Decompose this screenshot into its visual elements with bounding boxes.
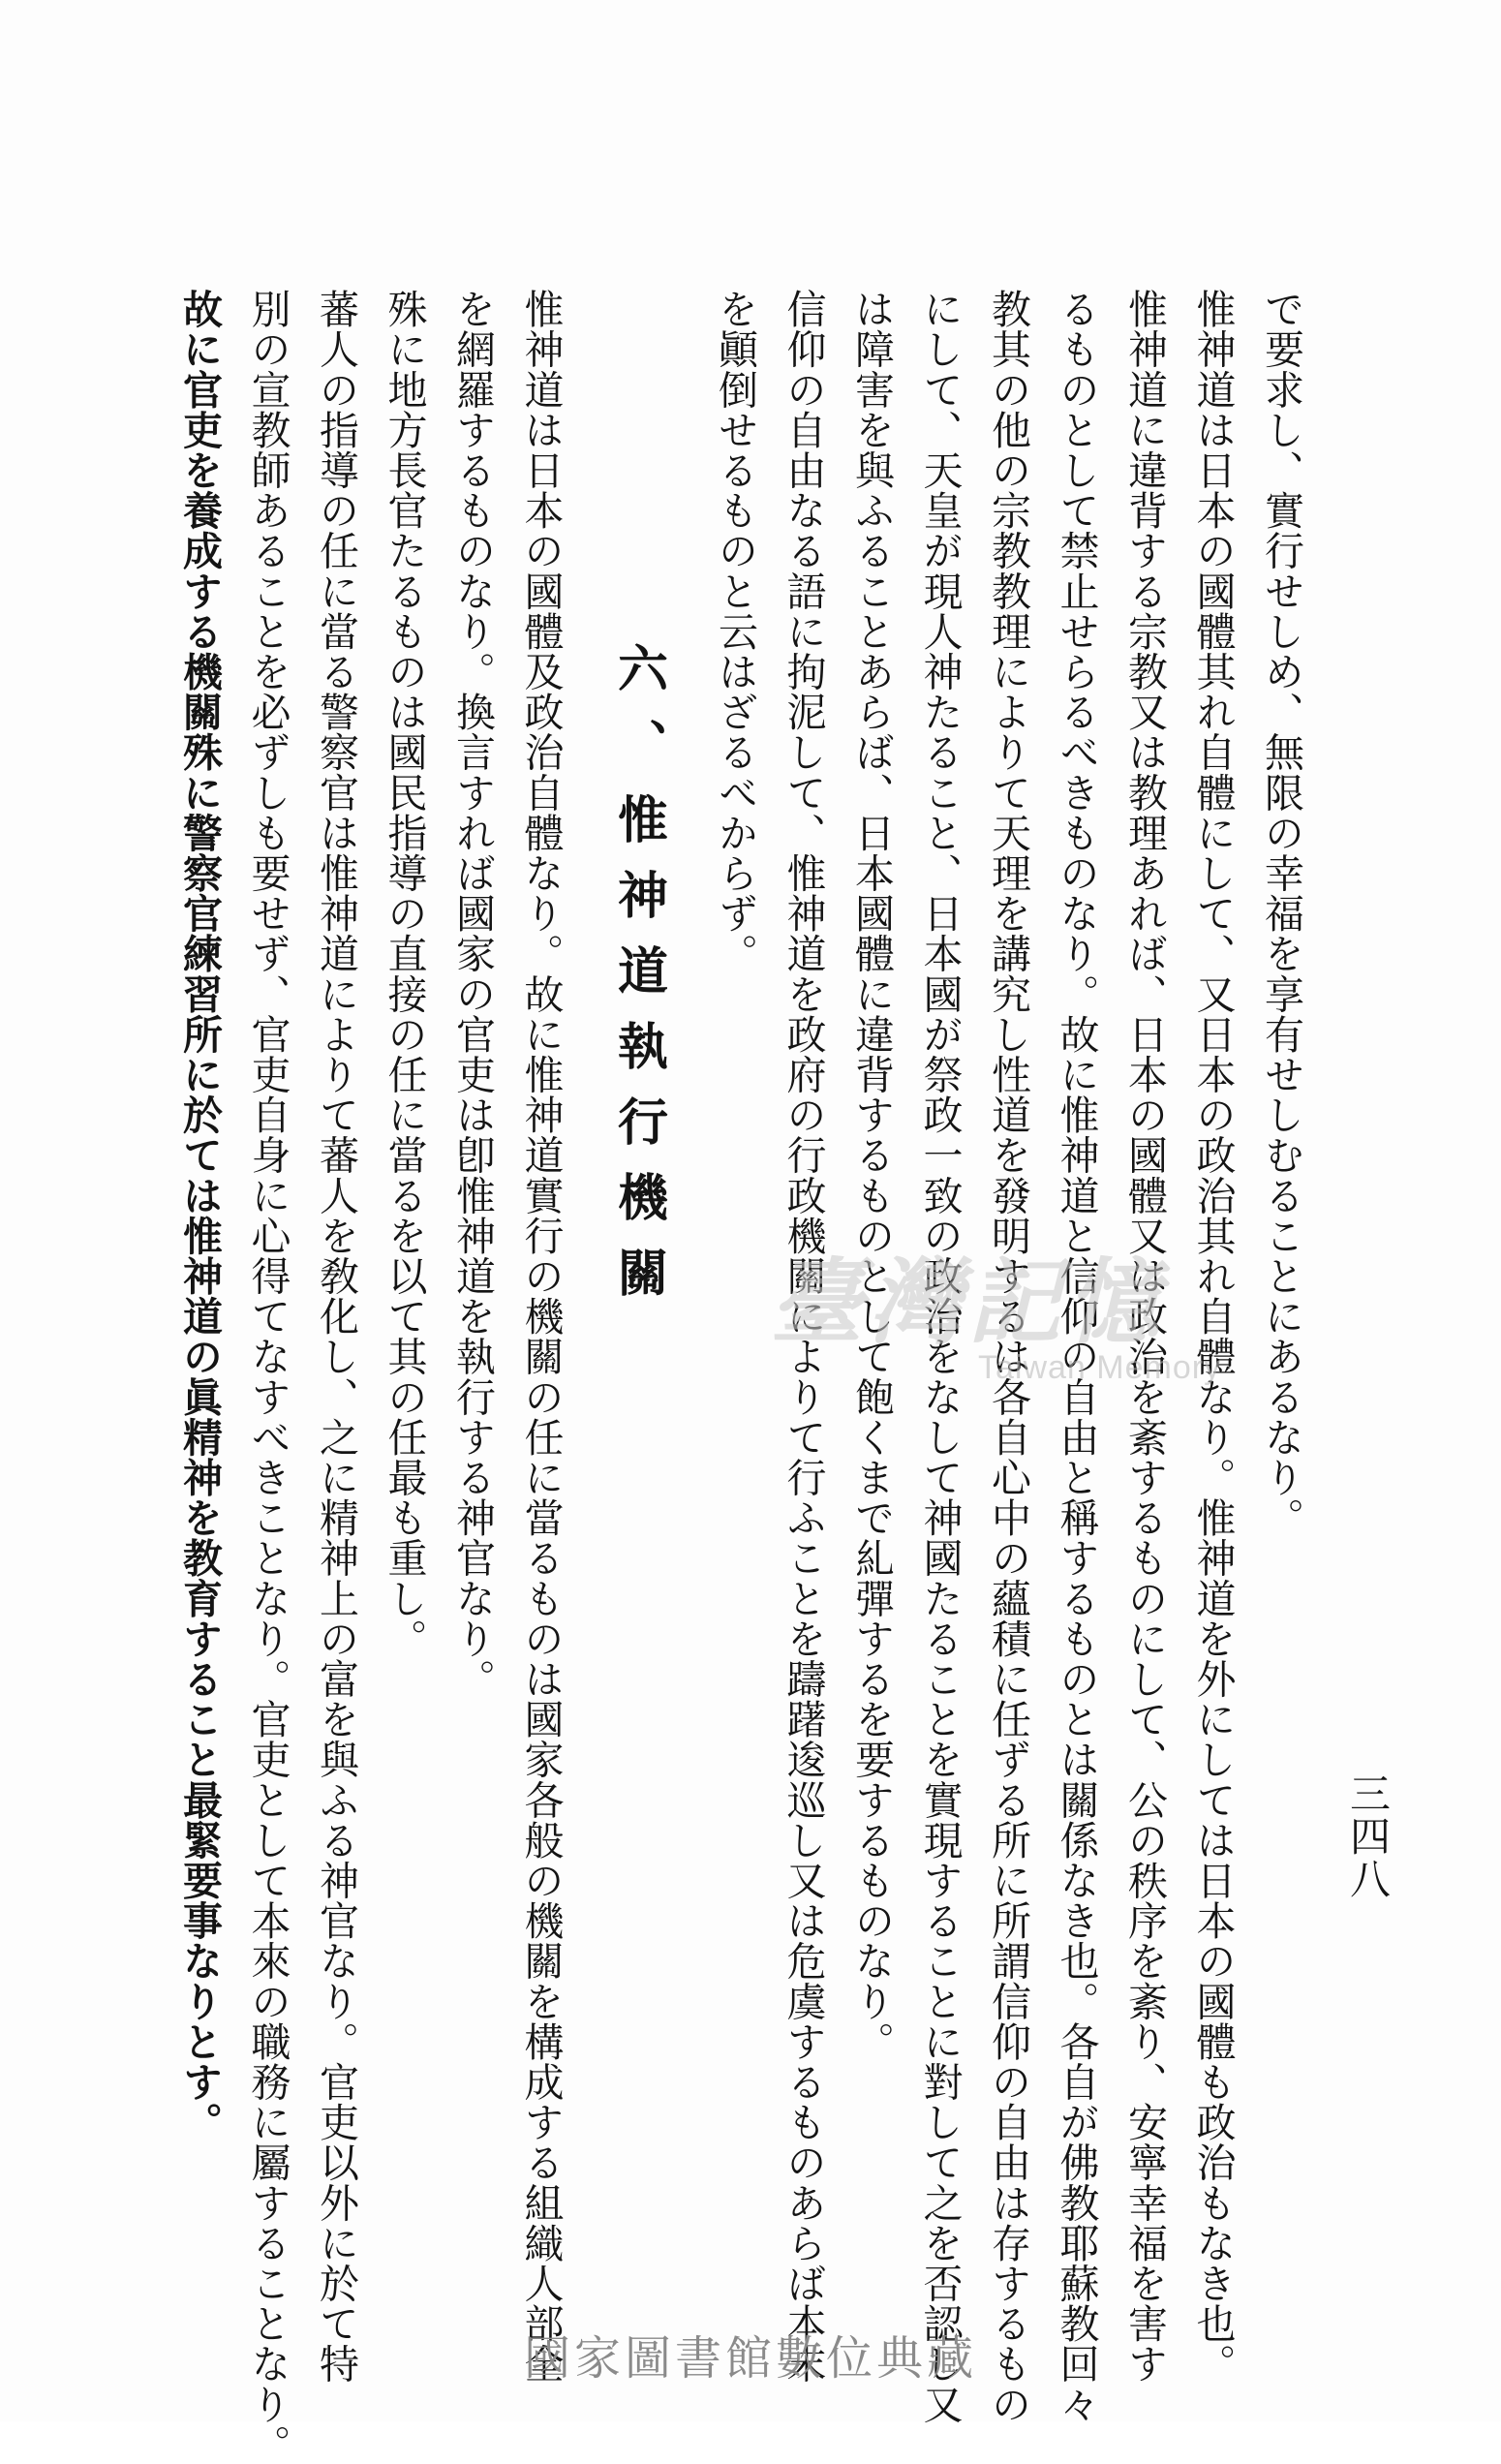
text-line: を網羅するものなり。換言すれば國家の官吏は卽惟神道を執行する神官なり。 bbox=[449, 289, 496, 1699]
text-line: 惟神道に違背する宗教又は教理あれば、日本の國體又は政治を紊するものにして、公の秩序を紊り、安寧幸福を害す bbox=[1121, 289, 1168, 2385]
watermark bbox=[770, 1249, 1273, 1414]
text-line: 故に官吏を養成する機關殊に警察官練習所に於ては惟神道の眞精神を教育すること最緊要事なりとす。 bbox=[176, 289, 223, 2142]
text-line: るものとして禁止せらるべきものなり。故に惟神道と信仰の自由と稱するものとは關係なき也。各自が佛教耶蘇教回々 bbox=[1053, 289, 1100, 2424]
text-line: 教其の他の宗教教理によりて天理を講究し性道を發明するは各自心中の蘊積に任ずる所に所謂信仰の自由は存するもの bbox=[985, 289, 1031, 2424]
text-line: 殊に地方長官たるものは國民指導の直接の任に當るを以て其の任最も重し。 bbox=[381, 289, 428, 1659]
watermark-title: 臺灣記憶 bbox=[770, 1247, 1165, 1357]
text-line: 別の宣教師あることを必ずしも要せず、官吏自身に心得てなすべきことなり。官吏として本來の職務に屬することなり。 bbox=[244, 289, 291, 2464]
section-heading: 六、惟神道執行機關 bbox=[608, 642, 668, 1322]
watermark-subtitle: Taiwan Memory bbox=[978, 1349, 1222, 1386]
text-line: を顚倒せるものと云はざるべからず。 bbox=[712, 289, 758, 974]
text-line: 蕃人の指導の任に當る警察官は惟神道によりて蕃人を敎化し、之に精神上の富を與ふる神官なり。官吏以外に於て特 bbox=[313, 289, 359, 2385]
text-line: 信仰の自由なる語に拘泥して、惟神道を政府の行政機關によりて行ふことを躊躇逡巡し又は危虞するものあらば本末 bbox=[780, 289, 827, 2385]
text-line: 惟神道は日本の國體其れ自體にして、又日本の政治其れ自體なり。惟神道を外にしては日本の國體も政治もなき也。 bbox=[1189, 289, 1237, 2385]
page-number: 三四八 bbox=[1344, 1772, 1392, 1900]
text-line: は障害を與ふることあらば、日本國體に違背するものとして飽くまで糺彈するを要するものなり。 bbox=[848, 289, 895, 2062]
text-line: 惟神道は日本の國體及政治自體なり。故に惟神道實行の機關の任に當るものは國家各般の機關を構成する組織人部全 bbox=[517, 289, 565, 2385]
text-line: で要求し、實行せしめ、無限の幸福を享有せしむることにあるなり。 bbox=[1258, 289, 1304, 1538]
footer-credit: 國家圖書館數位典藏 bbox=[523, 2331, 977, 2386]
text-line: にして、天皇が現人神たること、日本國が祭政一致の政治をなして神國たることを實現することに對して之を否認し又 bbox=[916, 289, 964, 2424]
